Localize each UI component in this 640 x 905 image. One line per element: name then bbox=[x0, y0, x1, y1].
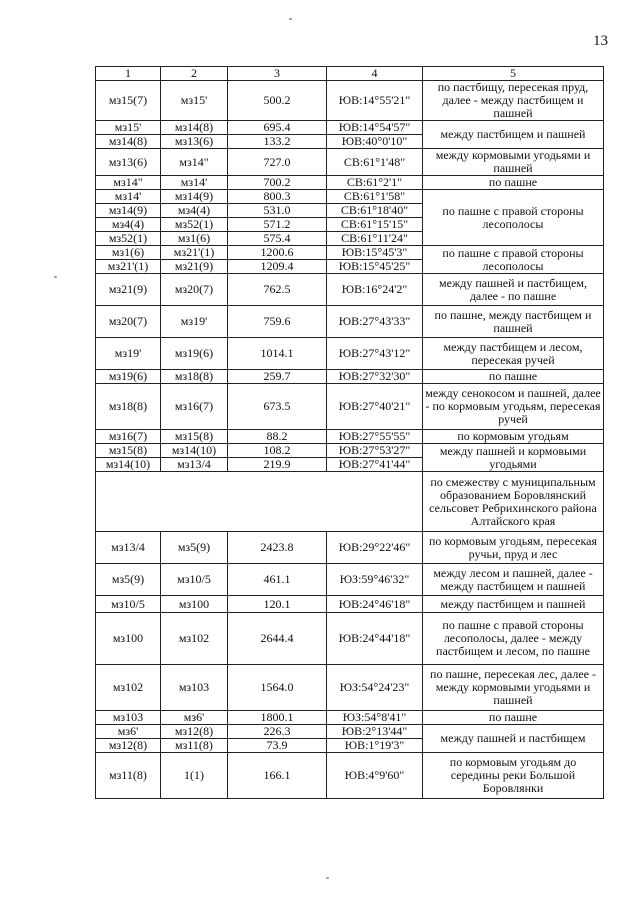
cell-length: 1800.1 bbox=[228, 711, 327, 725]
cell-length: 1209.4 bbox=[228, 260, 327, 274]
cell-bearing: ЮВ:27°41'44" bbox=[327, 458, 423, 472]
cell-description: между пашней и пастбищем bbox=[423, 725, 604, 753]
table-row bbox=[96, 81, 604, 121]
adjacency-row bbox=[96, 472, 604, 532]
cell-to: мз13(6) bbox=[161, 135, 228, 149]
cell-length: 762.5 bbox=[228, 274, 327, 306]
cell-from: мз14' bbox=[96, 190, 161, 204]
cell-description: между сенокосом и пашней, далее - по кормовым угодьям, пересекая ручей bbox=[423, 384, 604, 430]
table-row bbox=[96, 274, 604, 306]
cell-to: мз16(7) bbox=[161, 384, 228, 430]
cell-length: 133.2 bbox=[228, 135, 327, 149]
cell-to: мз14" bbox=[161, 149, 228, 176]
cell-from: мз6' bbox=[96, 725, 161, 739]
cell-bearing: СВ:61°11'24" bbox=[327, 232, 423, 246]
cell-description: по пашне bbox=[423, 370, 604, 384]
cell-length: 575.4 bbox=[228, 232, 327, 246]
cell-length: 695.4 bbox=[228, 121, 327, 135]
table-row bbox=[96, 370, 604, 384]
cell-length: 219.9 bbox=[228, 458, 327, 472]
cell-to: мз6' bbox=[161, 711, 228, 725]
scan-speck bbox=[326, 877, 329, 879]
cell-to: мз14' bbox=[161, 176, 228, 190]
cell-from: мз14(10) bbox=[96, 458, 161, 472]
cell-bearing: ЮЗ:54°24'23" bbox=[327, 665, 423, 711]
cell-from: мз15(7) bbox=[96, 81, 161, 121]
cell-bearing: ЮВ:27°43'12" bbox=[327, 338, 423, 370]
cell-to: мз14(10) bbox=[161, 444, 228, 458]
cell-bearing: ЮВ:27°40'21" bbox=[327, 384, 423, 430]
cell-length: 1014.1 bbox=[228, 338, 327, 370]
cell-length: 673.5 bbox=[228, 384, 327, 430]
cell-to: мз103 bbox=[161, 665, 228, 711]
cell-length: 226.3 bbox=[228, 725, 327, 739]
column-header: 4 bbox=[327, 67, 423, 81]
table-row bbox=[96, 725, 604, 739]
cell-to: мз14(8) bbox=[161, 121, 228, 135]
cell-length: 700.2 bbox=[228, 176, 327, 190]
cell-to: мз19(6) bbox=[161, 338, 228, 370]
table-row bbox=[96, 613, 604, 665]
cell-to: мз12(8) bbox=[161, 725, 228, 739]
cell-bearing: СВ:61°18'40" bbox=[327, 204, 423, 218]
cell-bearing: ЮВ:27°55'55" bbox=[327, 430, 423, 444]
empty-cell bbox=[96, 472, 423, 532]
cell-to: мз100 bbox=[161, 596, 228, 613]
cell-length: 531.0 bbox=[228, 204, 327, 218]
cell-from: мз20(7) bbox=[96, 306, 161, 338]
cell-from: мз14" bbox=[96, 176, 161, 190]
cell-description: по пашне с правой стороны лесополосы bbox=[423, 246, 604, 274]
table-row bbox=[96, 430, 604, 444]
cell-bearing: ЮВ:27°32'30" bbox=[327, 370, 423, 384]
cell-length: 461.1 bbox=[228, 564, 327, 596]
cell-description: по пашне bbox=[423, 711, 604, 725]
cell-from: мз13/4 bbox=[96, 532, 161, 564]
cell-bearing: ЮЗ:59°46'32" bbox=[327, 564, 423, 596]
cell-length: 120.1 bbox=[228, 596, 327, 613]
cell-to: мз19' bbox=[161, 306, 228, 338]
cell-description: между кормовыми угодьями и пашней bbox=[423, 149, 604, 176]
cell-to: мз14(9) bbox=[161, 190, 228, 204]
table-row bbox=[96, 121, 604, 135]
cell-bearing: ЮВ:14°54'57" bbox=[327, 121, 423, 135]
cell-from: мз14(9) bbox=[96, 204, 161, 218]
cell-description: между лесом и пашней, далее - между пастбищем и пашней bbox=[423, 564, 604, 596]
cell-to: мз10/5 bbox=[161, 564, 228, 596]
cell-from: мз14(8) bbox=[96, 135, 161, 149]
table-row bbox=[96, 384, 604, 430]
cell-bearing: ЮВ:29°22'46" bbox=[327, 532, 423, 564]
table-row bbox=[96, 149, 604, 176]
cell-bearing: ЮВ:16°24'2" bbox=[327, 274, 423, 306]
scan-speck bbox=[289, 18, 292, 20]
cell-to: мз18(8) bbox=[161, 370, 228, 384]
adjacency-note: по смежеству с муниципальным образованием Боровлянский сельсовет Ребрихинского района Алтайского края bbox=[423, 472, 604, 532]
cell-description: по пашне с правой стороны лесополосы, далее - между пастбищем и лесом, по пашне bbox=[423, 613, 604, 665]
cell-from: мз15' bbox=[96, 121, 161, 135]
cell-from: мз100 bbox=[96, 613, 161, 665]
cell-description: между пастбищем и пашней bbox=[423, 121, 604, 149]
cell-to: мз11(8) bbox=[161, 739, 228, 753]
column-header: 1 bbox=[96, 67, 161, 81]
cell-length: 800.3 bbox=[228, 190, 327, 204]
table-row bbox=[96, 176, 604, 190]
cell-bearing: ЮЗ:54°8'41" bbox=[327, 711, 423, 725]
cell-bearing: ЮВ:2°13'44" bbox=[327, 725, 423, 739]
cell-bearing: ЮВ:4°9'60" bbox=[327, 753, 423, 799]
cell-description: между пашней и пастбищем, далее - по пашне bbox=[423, 274, 604, 306]
cell-bearing: ЮВ:27°53'27" bbox=[327, 444, 423, 458]
cell-description: по пашне с правой стороны лесополосы bbox=[423, 190, 604, 246]
cell-to: мз21'(1) bbox=[161, 246, 228, 260]
cell-from: мз103 bbox=[96, 711, 161, 725]
cell-from: мз21(9) bbox=[96, 274, 161, 306]
table-row bbox=[96, 306, 604, 338]
table-row bbox=[96, 532, 604, 564]
cell-description: по пашне, пересекая лес, далее - между кормовыми угодьями и пашней bbox=[423, 665, 604, 711]
cell-bearing: ЮВ:24°44'18" bbox=[327, 613, 423, 665]
cell-length: 759.6 bbox=[228, 306, 327, 338]
cell-from: мз12(8) bbox=[96, 739, 161, 753]
cell-from: мз1(6) bbox=[96, 246, 161, 260]
cell-to: мз15(8) bbox=[161, 430, 228, 444]
cell-description: по кормовым угодьям bbox=[423, 430, 604, 444]
cell-bearing: ЮВ:24°46'18" bbox=[327, 596, 423, 613]
column-header: 2 bbox=[161, 67, 228, 81]
cell-from: мз11(8) bbox=[96, 753, 161, 799]
cell-length: 1564.0 bbox=[228, 665, 327, 711]
cell-length: 500.2 bbox=[228, 81, 327, 121]
cell-to: мз20(7) bbox=[161, 274, 228, 306]
cell-length: 2644.4 bbox=[228, 613, 327, 665]
column-header: 3 bbox=[228, 67, 327, 81]
cell-bearing: СВ:61°15'15" bbox=[327, 218, 423, 232]
cell-to: мз5(9) bbox=[161, 532, 228, 564]
page-number: 13 bbox=[593, 33, 608, 49]
cell-to: мз102 bbox=[161, 613, 228, 665]
cell-from: мз10/5 bbox=[96, 596, 161, 613]
cell-description: по кормовым угодьям, пересекая ручьи, пруд и лес bbox=[423, 532, 604, 564]
cell-from: мз19' bbox=[96, 338, 161, 370]
cell-bearing: СВ:61°1'48" bbox=[327, 149, 423, 176]
cell-from: мз16(7) bbox=[96, 430, 161, 444]
table-row bbox=[96, 596, 604, 613]
cell-bearing: СВ:61°1'58" bbox=[327, 190, 423, 204]
cell-bearing: СВ:61°2'1" bbox=[327, 176, 423, 190]
cell-from: мз19(6) bbox=[96, 370, 161, 384]
table-header-row bbox=[96, 67, 604, 81]
cell-to: мз15' bbox=[161, 81, 228, 121]
cell-description: по кормовым угодьям до середины реки Большой Боровлянки bbox=[423, 753, 604, 799]
table-row bbox=[96, 753, 604, 799]
cell-description: между пастбищем и пашней bbox=[423, 596, 604, 613]
cell-to: мз4(4) bbox=[161, 204, 228, 218]
cell-from: мз4(4) bbox=[96, 218, 161, 232]
cell-description: между пашней и кормовыми угодьями bbox=[423, 444, 604, 472]
scan-speck bbox=[54, 276, 57, 278]
table-row bbox=[96, 665, 604, 711]
table-row bbox=[96, 190, 604, 204]
cell-length: 88.2 bbox=[228, 430, 327, 444]
cell-bearing: ЮВ:40°0'10" bbox=[327, 135, 423, 149]
cell-bearing: ЮВ:15°45'3" bbox=[327, 246, 423, 260]
column-header: 5 bbox=[423, 67, 604, 81]
cell-from: мз21'(1) bbox=[96, 260, 161, 274]
cell-to: мз21(9) bbox=[161, 260, 228, 274]
cell-bearing: ЮВ:1°19'3" bbox=[327, 739, 423, 753]
cell-to: мз1(6) bbox=[161, 232, 228, 246]
cell-length: 2423.8 bbox=[228, 532, 327, 564]
cell-to: мз52(1) bbox=[161, 218, 228, 232]
cell-length: 571.2 bbox=[228, 218, 327, 232]
table-row bbox=[96, 338, 604, 370]
cell-description: между пастбищем и лесом, пересекая ручей bbox=[423, 338, 604, 370]
boundary-table bbox=[95, 66, 604, 799]
cell-bearing: ЮВ:27°43'33" bbox=[327, 306, 423, 338]
cell-bearing: ЮВ:14°55'21" bbox=[327, 81, 423, 121]
cell-length: 166.1 bbox=[228, 753, 327, 799]
cell-from: мз18(8) bbox=[96, 384, 161, 430]
table-row bbox=[96, 246, 604, 260]
cell-from: мз102 bbox=[96, 665, 161, 711]
table-row bbox=[96, 711, 604, 725]
table-row bbox=[96, 444, 604, 458]
cell-description: по пашне bbox=[423, 176, 604, 190]
cell-bearing: ЮВ:15°45'25" bbox=[327, 260, 423, 274]
cell-to: мз13/4 bbox=[161, 458, 228, 472]
cell-from: мз13(6) bbox=[96, 149, 161, 176]
cell-from: мз5(9) bbox=[96, 564, 161, 596]
cell-from: мз15(8) bbox=[96, 444, 161, 458]
table-row bbox=[96, 564, 604, 596]
cell-length: 259.7 bbox=[228, 370, 327, 384]
cell-to: 1(1) bbox=[161, 753, 228, 799]
cell-length: 108.2 bbox=[228, 444, 327, 458]
cell-description: по пашне, между пастбищем и пашней bbox=[423, 306, 604, 338]
cell-from: мз52(1) bbox=[96, 232, 161, 246]
cell-length: 73.9 bbox=[228, 739, 327, 753]
cell-description: по пастбищу, пересекая пруд, далее - между пастбищем и пашней bbox=[423, 81, 604, 121]
cell-length: 1200.6 bbox=[228, 246, 327, 260]
cell-length: 727.0 bbox=[228, 149, 327, 176]
